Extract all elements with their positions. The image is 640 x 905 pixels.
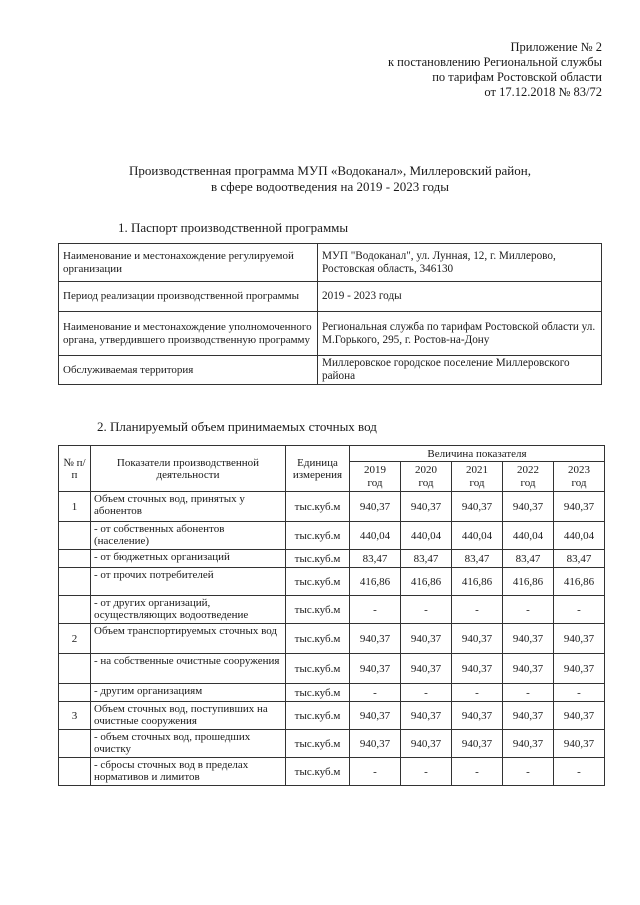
row-value: 940,37 — [401, 730, 452, 758]
row-unit: тыс.куб.м — [286, 624, 350, 654]
row-value: - — [554, 596, 605, 624]
row-value: 940,37 — [452, 492, 503, 522]
table-row — [59, 282, 602, 312]
year-header: 2021 год — [452, 462, 503, 492]
row-value: 940,37 — [503, 730, 554, 758]
row-value: 940,37 — [350, 654, 401, 684]
row-value: 440,04 — [350, 522, 401, 550]
row-label: - от прочих потребителей — [91, 568, 286, 596]
row-number — [59, 758, 91, 786]
passport-value: МУП "Водоканал", ул. Лунная, 12, г. Миллерово, Ростовская область, 346130 — [318, 244, 602, 282]
row-value: 416,86 — [401, 568, 452, 596]
row-value: 940,37 — [452, 730, 503, 758]
row-label: Объем сточных вод, поступивших на очистные сооружения — [91, 702, 286, 730]
col-header-unit: Единица измерения — [286, 446, 350, 492]
appendix-line: Приложение № 2 — [510, 40, 602, 54]
row-label: - другим организациям — [91, 684, 286, 702]
row-value: 416,86 — [350, 568, 401, 596]
appendix-line: к постановлению Региональной службы — [387, 55, 602, 69]
passport-table — [58, 243, 602, 385]
row-value: 83,47 — [503, 550, 554, 568]
row-value: 416,86 — [452, 568, 503, 596]
row-value: 940,37 — [350, 730, 401, 758]
row-value: 940,37 — [350, 624, 401, 654]
passport-label: Наименование и местонахождение уполномоченного органа, утвердившего производственную программу — [59, 312, 318, 356]
year-header: 2022 год — [503, 462, 554, 492]
row-label: - от других организаций, осуществляющих водоотведение — [91, 596, 286, 624]
table-row — [59, 492, 605, 522]
appendix-line: от 17.12.2018 № 83/72 — [484, 85, 602, 99]
passport-label: Наименование и местонахождение регулируемой организации — [59, 244, 318, 282]
table-row — [59, 684, 605, 702]
row-value: 940,37 — [401, 654, 452, 684]
row-number — [59, 568, 91, 596]
table-row — [59, 654, 605, 684]
row-value: 83,47 — [350, 550, 401, 568]
row-value: 440,04 — [452, 522, 503, 550]
row-value: 940,37 — [452, 702, 503, 730]
row-value: - — [452, 758, 503, 786]
row-value: - — [401, 684, 452, 702]
year-header: 2019 год — [350, 462, 401, 492]
row-value: 940,37 — [503, 654, 554, 684]
row-unit: тыс.куб.м — [286, 522, 350, 550]
row-number: 1 — [59, 492, 91, 522]
passport-value: 2019 - 2023 годы — [318, 282, 602, 312]
row-value: - — [503, 684, 554, 702]
year-header: 2023 год — [554, 462, 605, 492]
row-value: 440,04 — [401, 522, 452, 550]
row-unit: тыс.куб.м — [286, 550, 350, 568]
row-number — [59, 596, 91, 624]
table-row — [59, 702, 605, 730]
row-value: 940,37 — [401, 702, 452, 730]
row-value: 940,37 — [554, 492, 605, 522]
row-label: - от бюджетных организаций — [91, 550, 286, 568]
passport-value: Миллеровское городское поселение Миллеровского района — [318, 356, 602, 385]
row-value: 940,37 — [503, 624, 554, 654]
row-number — [59, 684, 91, 702]
volumes-table — [58, 445, 605, 786]
row-value: - — [554, 684, 605, 702]
appendix-line: по тарифам Ростовской области — [432, 70, 602, 84]
row-value: - — [350, 684, 401, 702]
title-line: в сфере водоотведения на 2019 - 2023 годы — [210, 179, 450, 194]
table-row — [59, 624, 605, 654]
section-2-heading: 2. Планируемый объем принимаемых сточных вод — [97, 419, 377, 434]
passport-label: Период реализации производственной программы — [59, 282, 318, 312]
table-row — [59, 550, 605, 568]
row-number: 2 — [59, 624, 91, 654]
row-label: Объем транспортируемых сточных вод — [91, 624, 286, 654]
title-line: Производственная программа МУП «Водоканал», Миллеровский район, — [129, 163, 531, 178]
row-unit: тыс.куб.м — [286, 492, 350, 522]
row-value: - — [401, 596, 452, 624]
row-value: - — [503, 596, 554, 624]
row-unit: тыс.куб.м — [286, 654, 350, 684]
row-number — [59, 730, 91, 758]
row-value: 940,37 — [452, 624, 503, 654]
table-row — [59, 730, 605, 758]
row-value: 940,37 — [554, 730, 605, 758]
row-value: 416,86 — [503, 568, 554, 596]
row-number — [59, 654, 91, 684]
row-value: 83,47 — [452, 550, 503, 568]
row-value: 940,37 — [350, 492, 401, 522]
row-value: - — [452, 596, 503, 624]
row-unit: тыс.куб.м — [286, 596, 350, 624]
row-label: Объем сточных вод, принятых у абонентов — [91, 492, 286, 522]
row-value: - — [452, 684, 503, 702]
row-value: 940,37 — [554, 654, 605, 684]
row-unit: тыс.куб.м — [286, 702, 350, 730]
row-value: 416,86 — [554, 568, 605, 596]
row-number — [59, 550, 91, 568]
row-value: 940,37 — [350, 702, 401, 730]
row-value: 940,37 — [401, 492, 452, 522]
header-row — [59, 446, 605, 462]
appendix-header — [342, 40, 602, 100]
row-number — [59, 522, 91, 550]
col-header-value: Величина показателя — [350, 446, 605, 462]
passport-label: Обслуживаемая территория — [59, 356, 318, 385]
table-row — [59, 596, 605, 624]
row-value: 940,37 — [554, 624, 605, 654]
passport-value: Региональная служба по тарифам Ростовской области ул. М.Горького, 295, г. Ростов-на-Дону — [318, 312, 602, 356]
row-value: - — [350, 596, 401, 624]
table-row — [59, 244, 602, 282]
row-value: - — [554, 758, 605, 786]
table-row — [59, 312, 602, 356]
row-value: 83,47 — [554, 550, 605, 568]
row-label: - от собственных абонентов (население) — [91, 522, 286, 550]
row-value: 440,04 — [554, 522, 605, 550]
table-row — [59, 568, 605, 596]
row-label: - объем сточных вод, прошедших очистку — [91, 730, 286, 758]
row-value: 940,37 — [452, 654, 503, 684]
row-label: - на собственные очистные сооружения — [91, 654, 286, 684]
row-value: - — [350, 758, 401, 786]
table-row — [59, 758, 605, 786]
row-value: 940,37 — [554, 702, 605, 730]
section-1-heading: 1. Паспорт производственной программы — [118, 220, 349, 235]
document-title — [60, 163, 600, 195]
row-value: 940,37 — [503, 492, 554, 522]
table-row — [59, 522, 605, 550]
row-value: 83,47 — [401, 550, 452, 568]
row-unit: тыс.куб.м — [286, 758, 350, 786]
table-row — [59, 356, 602, 385]
row-value: 940,37 — [401, 624, 452, 654]
col-header-indicator: Показатели производственной деятельности — [91, 446, 286, 492]
row-value: - — [503, 758, 554, 786]
row-label: - сбросы сточных вод в пределах нормативов и лимитов — [91, 758, 286, 786]
row-unit: тыс.куб.м — [286, 684, 350, 702]
row-unit: тыс.куб.м — [286, 568, 350, 596]
row-number: 3 — [59, 702, 91, 730]
row-value: 940,37 — [503, 702, 554, 730]
year-header: 2020 год — [401, 462, 452, 492]
col-header-no: № п/п — [59, 446, 91, 492]
row-value: 440,04 — [503, 522, 554, 550]
row-unit: тыс.куб.м — [286, 730, 350, 758]
row-value: - — [401, 758, 452, 786]
